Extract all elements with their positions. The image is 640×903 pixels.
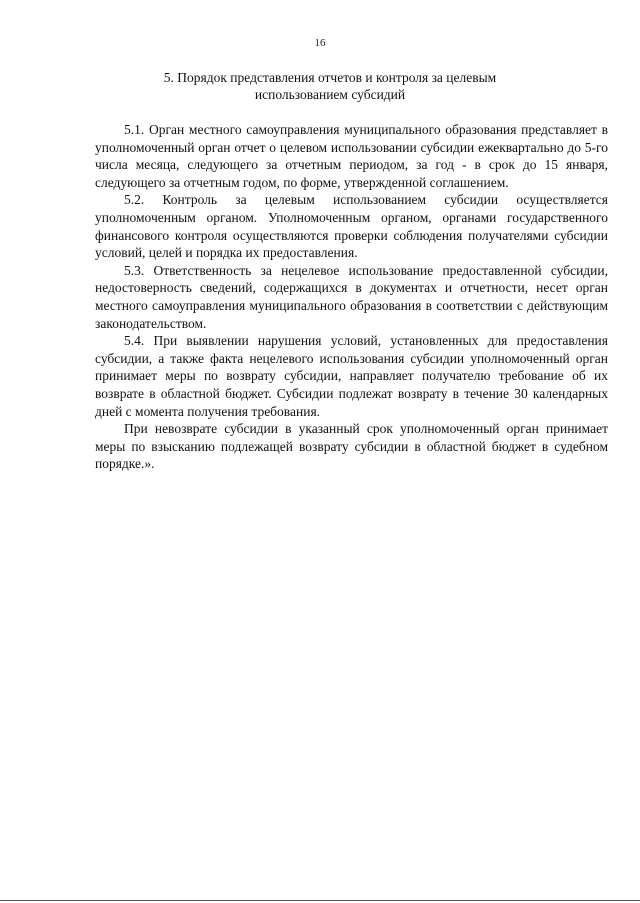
body-text bbox=[95, 121, 608, 473]
page-bottom-edge bbox=[0, 900, 640, 901]
section-heading-line-2: использованием субсидий bbox=[254, 87, 406, 102]
section-heading-line-1: 5. Порядок представления отчетов и контроля за целевым bbox=[163, 70, 497, 85]
paragraph-5-4: 5.4. При выявлении нарушения условий, установленных для предоставления субсидии, а также факта нецелевого использования субсидии уполномоченный орган принимает меры по возврату субсидии, направляет получателю требование об их возврате в областной бюджет. Субсидии подлежат возврату в течение 30 календарных дней с момента получения требования. bbox=[95, 333, 608, 419]
paragraph-closing: При невозврате субсидии в указанный срок уполномоченный орган принимает меры по взысканию подлежащей возврату субсидии в областной бюджет в судебном порядке.». bbox=[95, 421, 608, 472]
paragraph-5-1: 5.1. Орган местного самоуправления муниципального образования представляет в уполномоченный орган отчет о целевом использовании субсидии ежеквартально до 5-го числа месяца, следующего за отчетным периодом, за год - в срок до 15 января, следующего за отчетным годом, по форме, утвержденной соглашением. bbox=[95, 122, 608, 190]
section-heading bbox=[150, 69, 510, 103]
paragraph-5-2: 5.2. Контроль за целевым использованием субсидии осуществляется уполномоченным органом. Уполномоченным органом, органами государственного финансового контроля осуществляются проверки соблюдения получателями субсидии условий, целей и порядка их предоставления. bbox=[95, 192, 608, 261]
paragraph-5-3: 5.3. Ответственность за нецелевое использование предоставленной субсидии, недостоверность сведений, содержащихся в документах и отчетности, несет орган местного самоуправления муниципального образования в соответствии с действующим законодательством. bbox=[95, 262, 608, 331]
page-number: 16 bbox=[314, 37, 326, 49]
